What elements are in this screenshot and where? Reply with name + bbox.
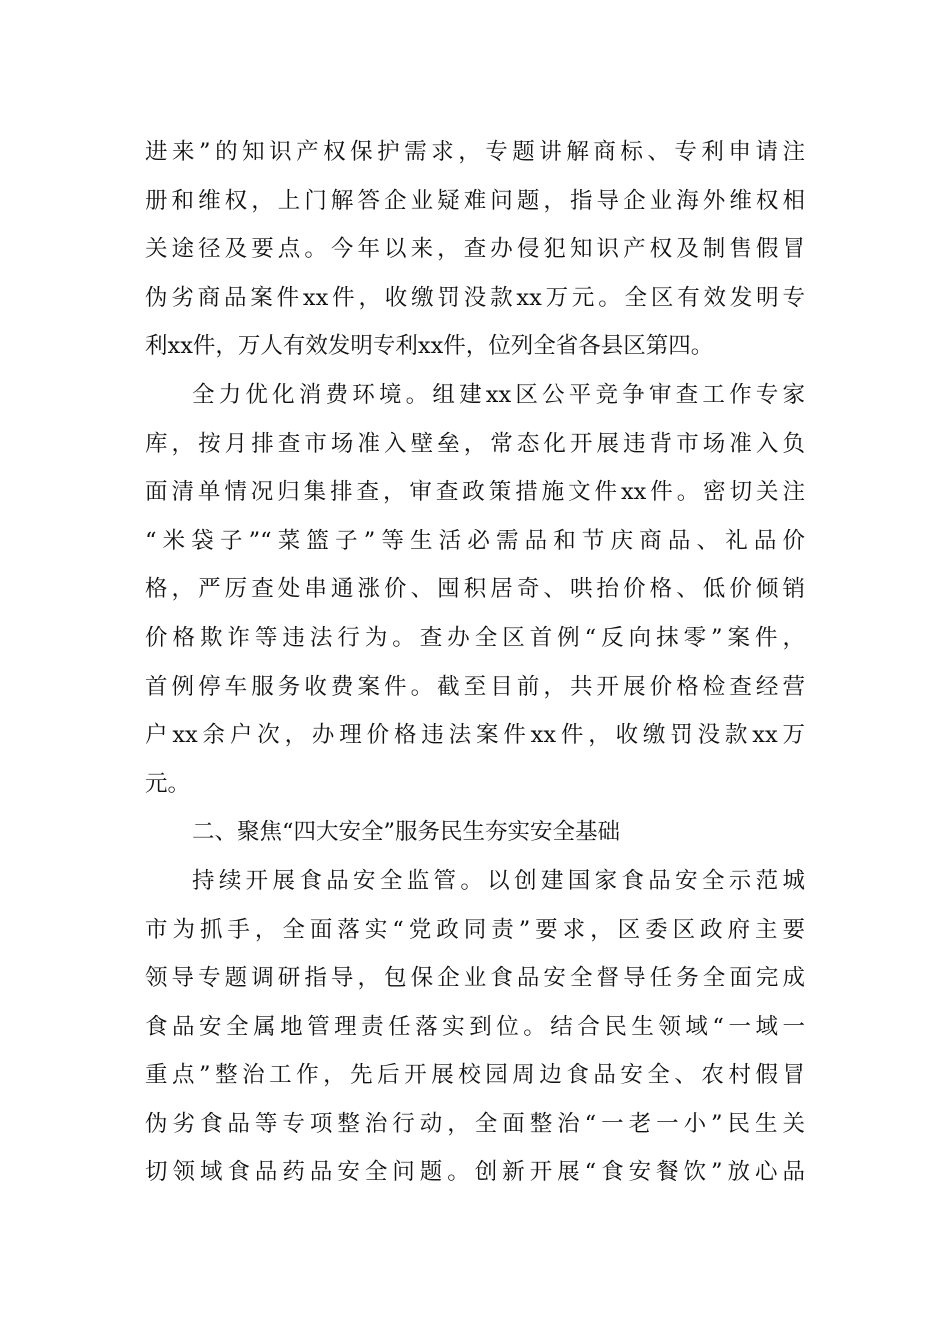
text-line: 关途径及要点。今年以来，查办侵犯知识产权及制售假冒 [145, 236, 805, 263]
text-line: 格，严厉查处串通涨价、囤积居奇、哄抬价格、低价倾销 [145, 576, 805, 603]
text-line: 重点”整治工作，先后开展校园周边食品安全、农村假冒 [145, 1062, 805, 1089]
text-line: 库，按月排查市场准入壁垒，常态化开展违背市场准入负 [145, 430, 805, 457]
text-line: 食品安全属地管理责任落实到位。结合民生领域“一域一 [145, 1013, 805, 1040]
text-line: 册和维权，上门解答企业疑难问题，指导企业海外维权相 [145, 187, 805, 214]
paragraph-heading-line: 持续开展食品安全监管。以创建国家食品安全示范城 [192, 867, 805, 894]
text-line: 领导专题调研指导，包保企业食品安全督导任务全面完成 [145, 965, 805, 992]
text-line: “米袋子”“菜篮子”等生活必需品和节庆商品、礼品价 [145, 527, 805, 554]
text-line: 面清单情况归集排查，审查政策措施文件xx件。密切关注 [145, 479, 805, 506]
text-line: 伪劣商品案件xx件，收缴罚没款xx万元。全区有效发明专 [145, 284, 805, 311]
text-line: 价格欺诈等违法行为。查办全区首例“反向抹零”案件， [145, 624, 805, 651]
section-heading: 二、聚焦“四大安全”服务民生夯实安全基础 [192, 819, 621, 846]
text-line: 户xx余户次，办理价格违法案件xx件，收缴罚没款xx万 [145, 722, 805, 749]
text-line: 市为抓手，全面落实“党政同责”要求，区委区政府主要 [145, 916, 805, 943]
document-body [145, 128, 805, 1197]
text-line: 切领域食品药品安全问题。创新开展“食安餐饮”放心品 [145, 1159, 805, 1186]
paragraph-heading-line: 全力优化消费环境。组建xx区公平竞争审查工作专家 [192, 381, 805, 408]
text-line: 伪劣食品等专项整治行动，全面整治“一老一小”民生关 [145, 1110, 805, 1137]
text-line: 利xx件，万人有效发明专利xx件，位列全省各县区第四。 [145, 333, 714, 360]
text-line: 进来”的知识产权保护需求，专题讲解商标、专利申请注 [145, 139, 805, 165]
text-line: 首例停车服务收费案件。截至目前，共开展价格检查经营 [145, 673, 805, 700]
text-line: 元。 [145, 770, 191, 797]
